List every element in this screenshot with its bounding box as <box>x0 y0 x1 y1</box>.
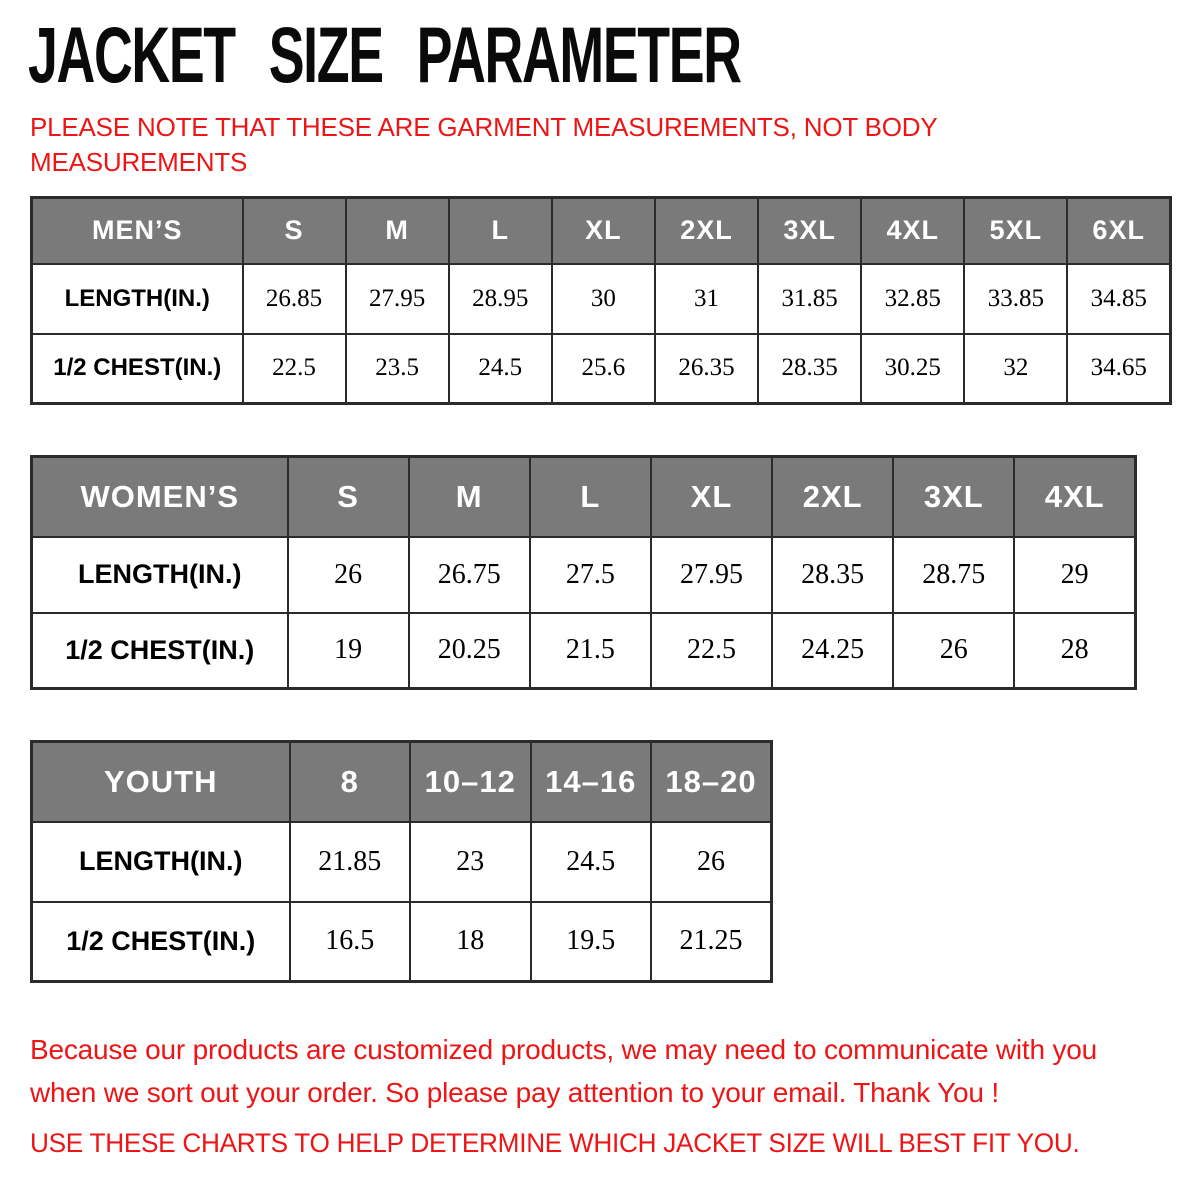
size-header-cell: S <box>288 457 409 537</box>
value-cell: 26 <box>651 822 772 902</box>
size-header-cell: 2XL <box>655 198 758 264</box>
size-header-cell: 4XL <box>1014 457 1135 537</box>
measure-label-cell: LENGTH(IN.) <box>32 822 290 902</box>
measurement-row <box>32 613 1136 689</box>
footer-para-line-1: Because our products are customized products, we may need to communicate with you <box>30 1034 1098 1065</box>
value-cell: 25.6 <box>552 334 655 404</box>
value-cell: 31 <box>655 264 758 334</box>
footer-para-line-2: when we sort out your order. So please pay attention to your email. Thank You ! <box>30 1077 999 1109</box>
value-cell: 16.5 <box>290 902 411 982</box>
size-table <box>30 455 1137 690</box>
value-cell: 26 <box>893 613 1014 689</box>
value-cell: 31.85 <box>758 264 861 334</box>
value-cell: 28.35 <box>772 537 893 613</box>
value-cell: 19.5 <box>531 902 652 982</box>
table-title-cell: MEN’S <box>32 198 243 264</box>
value-cell: 34.65 <box>1067 334 1170 404</box>
value-cell: 21.25 <box>651 902 772 982</box>
value-cell: 23.5 <box>346 334 449 404</box>
measurement-row <box>32 902 772 982</box>
measurement-row <box>32 537 1136 613</box>
size-header-cell: L <box>530 457 651 537</box>
garment-measurement-note <box>30 110 937 179</box>
value-cell: 21.85 <box>290 822 411 902</box>
value-cell: 23 <box>410 822 531 902</box>
womens-size-table <box>30 455 1137 690</box>
size-header-cell: 10–12 <box>410 742 531 822</box>
size-header-cell: L <box>449 198 552 264</box>
value-cell: 28.95 <box>449 264 552 334</box>
value-cell: 19 <box>288 613 409 689</box>
measure-label-cell: 1/2 CHEST(IN.) <box>32 902 290 982</box>
value-cell: 32 <box>964 334 1067 404</box>
size-header-cell: 6XL <box>1067 198 1170 264</box>
measurement-row <box>32 822 772 902</box>
table-title-cell: YOUTH <box>32 742 290 822</box>
size-header-cell: M <box>409 457 530 537</box>
measure-label-cell: LENGTH(IN.) <box>32 264 243 334</box>
value-cell: 22.5 <box>243 334 346 404</box>
value-cell: 26.75 <box>409 537 530 613</box>
value-cell: 34.85 <box>1067 264 1170 334</box>
size-header-cell: 3XL <box>758 198 861 264</box>
size-header-cell: XL <box>552 198 655 264</box>
customized-products-note <box>30 1028 1097 1115</box>
value-cell: 27.5 <box>530 537 651 613</box>
value-cell: 26.35 <box>655 334 758 404</box>
size-header-row <box>32 742 772 822</box>
size-header-cell: 4XL <box>861 198 964 264</box>
size-header-cell: 3XL <box>893 457 1014 537</box>
value-cell: 22.5 <box>651 613 772 689</box>
mens-size-table <box>30 196 1172 405</box>
value-cell: 33.85 <box>964 264 1067 334</box>
measurement-row <box>32 334 1171 404</box>
page-title: JACKET SIZE PARAMETER <box>28 10 741 99</box>
measure-label-cell: 1/2 CHEST(IN.) <box>32 334 243 404</box>
value-cell: 27.95 <box>651 537 772 613</box>
size-header-cell: 8 <box>290 742 411 822</box>
value-cell: 24.5 <box>449 334 552 404</box>
size-header-cell: M <box>346 198 449 264</box>
use-charts-note: USE THESE CHARTS TO HELP DETERMINE WHICH JACKET SIZE WILL BEST FIT YOU. <box>30 1128 1080 1158</box>
size-header-cell: 2XL <box>772 457 893 537</box>
measurement-row <box>32 264 1171 334</box>
value-cell: 30.25 <box>861 334 964 404</box>
value-cell: 28 <box>1014 613 1135 689</box>
value-cell: 27.95 <box>346 264 449 334</box>
value-cell: 21.5 <box>530 613 651 689</box>
size-header-cell: S <box>243 198 346 264</box>
size-header-row <box>32 457 1136 537</box>
size-header-cell: 18–20 <box>651 742 772 822</box>
size-header-row <box>32 198 1171 264</box>
note-line-1: PLEASE NOTE THAT THESE ARE GARMENT MEASUREMENTS, NOT BODY <box>30 112 938 142</box>
size-table <box>30 196 1172 405</box>
value-cell: 32.85 <box>861 264 964 334</box>
value-cell: 24.5 <box>531 822 652 902</box>
youth-size-table <box>30 740 773 983</box>
value-cell: 20.25 <box>409 613 530 689</box>
size-header-cell: 5XL <box>964 198 1067 264</box>
value-cell: 29 <box>1014 537 1135 613</box>
note-line-2: MEASUREMENTS <box>30 146 248 177</box>
value-cell: 18 <box>410 902 531 982</box>
value-cell: 30 <box>552 264 655 334</box>
size-table <box>30 740 773 983</box>
measure-label-cell: 1/2 CHEST(IN.) <box>32 613 288 689</box>
value-cell: 26.85 <box>243 264 346 334</box>
size-header-cell: XL <box>651 457 772 537</box>
size-header-cell: 14–16 <box>531 742 652 822</box>
value-cell: 26 <box>288 537 409 613</box>
value-cell: 24.25 <box>772 613 893 689</box>
table-title-cell: WOMEN’S <box>32 457 288 537</box>
value-cell: 28.75 <box>893 537 1014 613</box>
value-cell: 28.35 <box>758 334 861 404</box>
measure-label-cell: LENGTH(IN.) <box>32 537 288 613</box>
